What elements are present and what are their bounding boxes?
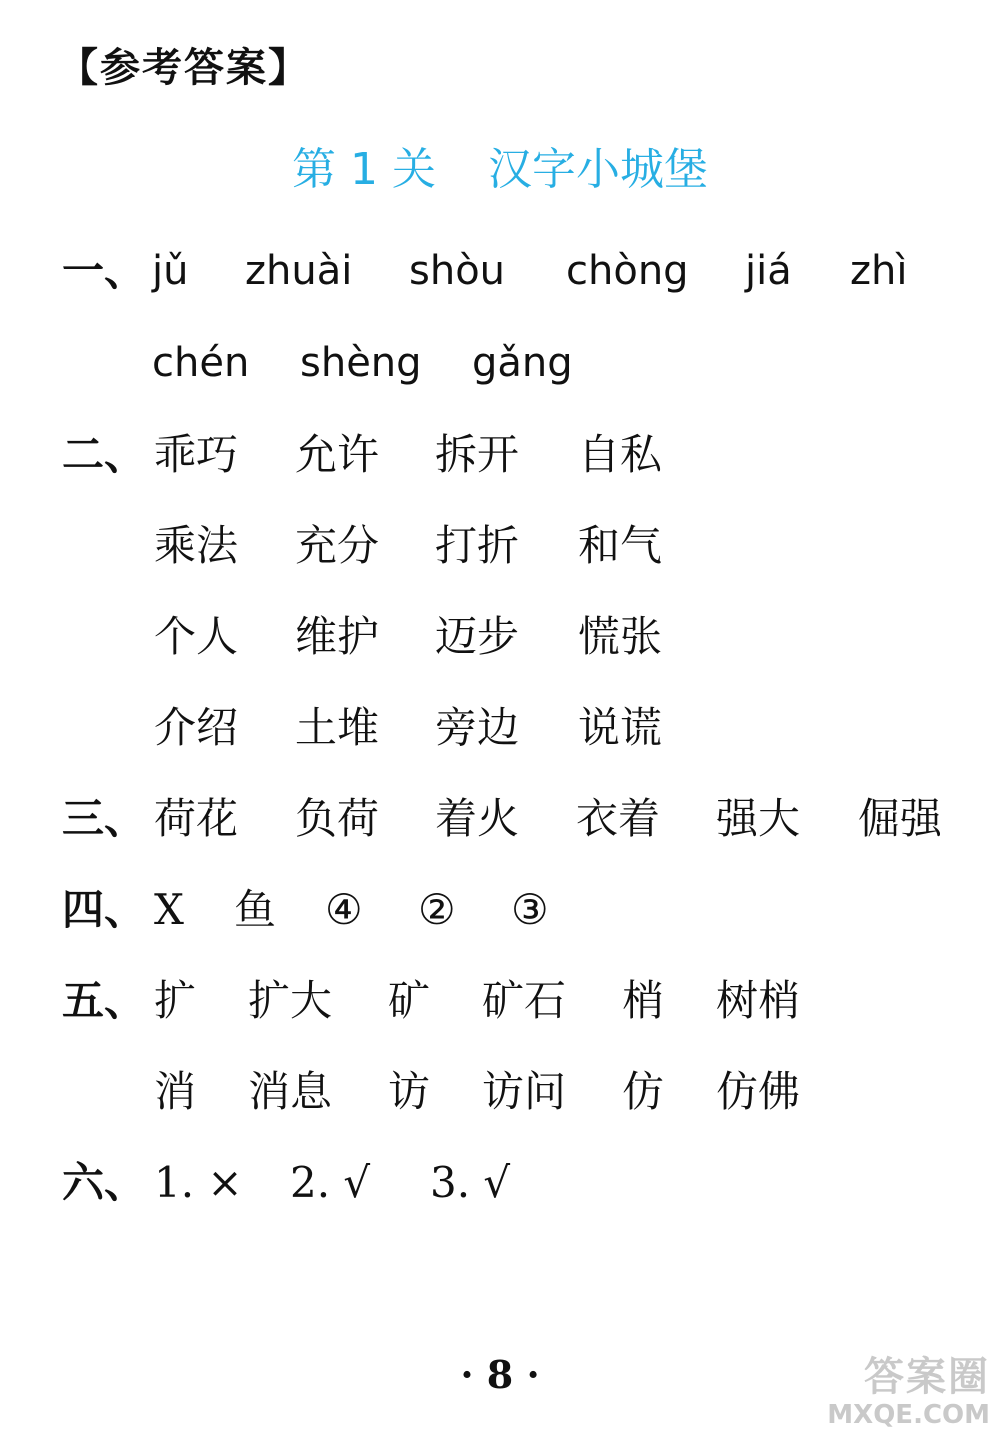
word-item: 仿佛 [716,1067,801,1116]
section-number: 第 1 关 [292,144,436,195]
watermark-url: MXQE.COM [827,1400,990,1430]
answer-item: 3. √ [430,1158,511,1207]
word-item: 负荷 [295,794,380,843]
word-item: 矿石 [482,976,567,1025]
section-name: 汉字小城堡 [487,144,708,195]
pinyin-item: shòu [409,248,506,294]
q1-label: 一、 [62,246,147,295]
watermark-text: 答案圈 [864,1354,990,1400]
word-item: 消息 [248,1067,333,1116]
answer-item: 1. × [154,1158,243,1207]
q2-label: 二、 [62,430,147,479]
word-item: 打折 [435,521,520,570]
word-item: 和气 [578,521,663,570]
word-item: 维护 [295,612,380,661]
answer-item: ③ [511,885,549,934]
answer-item: 鱼 [234,885,277,934]
word-item: 扩 [154,976,197,1025]
pinyin-item: zhuài [245,248,353,294]
word-item: 强大 [716,794,801,843]
pinyin-item: chén [152,340,250,386]
q4-row [0,875,1000,945]
word-item: 梢 [622,976,665,1025]
word-item: 仿 [622,1067,665,1116]
q6-row [0,1148,1000,1218]
answer-item: ④ [325,885,363,934]
pinyin-item: jǔ [152,248,189,294]
word-item: 土堆 [295,703,380,752]
word-item: 说谎 [578,703,663,752]
word-item: 访问 [482,1067,567,1116]
word-item: 介绍 [154,703,239,752]
q5-label: 五、 [62,976,147,1025]
q2-row-4 [0,693,1000,763]
q3-label: 三、 [62,794,147,843]
word-item: 矿 [388,976,431,1025]
pinyin-item: shèng [300,340,422,386]
word-item: 着火 [435,794,520,843]
word-item: 慌张 [578,612,663,661]
q5-row-1 [0,966,1000,1036]
answer-item: ② [418,885,456,934]
answer-item: X [154,885,184,934]
word-item: 树梢 [716,976,801,1025]
word-item: 自私 [578,430,663,479]
section-title [0,138,1000,202]
watermark-logo [800,1354,990,1434]
q2-row-2 [0,511,1000,581]
word-item: 乘法 [154,521,239,570]
word-item: 拆开 [435,430,520,479]
q1-row-1 [0,236,1000,306]
word-item: 荷花 [154,794,239,843]
q4-label: 四、 [62,885,147,934]
pinyin-item: chòng [566,248,689,294]
word-item: 扩大 [248,976,333,1025]
pinyin-item: jiá [745,248,792,294]
word-item: 旁边 [435,703,520,752]
q1-row-2 [0,328,1000,398]
word-item: 消 [154,1067,197,1116]
word-item: 个人 [154,612,239,661]
word-item: 乖巧 [154,430,239,479]
q3-row [0,784,1000,854]
word-item: 倔强 [858,794,943,843]
q2-row-3 [0,602,1000,672]
q5-row-2 [0,1057,1000,1127]
word-item: 充分 [295,521,380,570]
answer-key-heading: 【参考答案】 [58,45,310,91]
word-item: 允许 [295,430,380,479]
q6-label: 六、 [62,1158,147,1207]
pinyin-item: gǎng [472,340,573,386]
page-number: · 8 · [460,1352,540,1397]
word-item: 访 [388,1067,431,1116]
pinyin-item: zhì [850,248,908,294]
word-item: 衣着 [576,794,661,843]
q2-row-1 [0,420,1000,490]
answer-item: 2. √ [290,1158,371,1207]
word-item: 迈步 [435,612,520,661]
